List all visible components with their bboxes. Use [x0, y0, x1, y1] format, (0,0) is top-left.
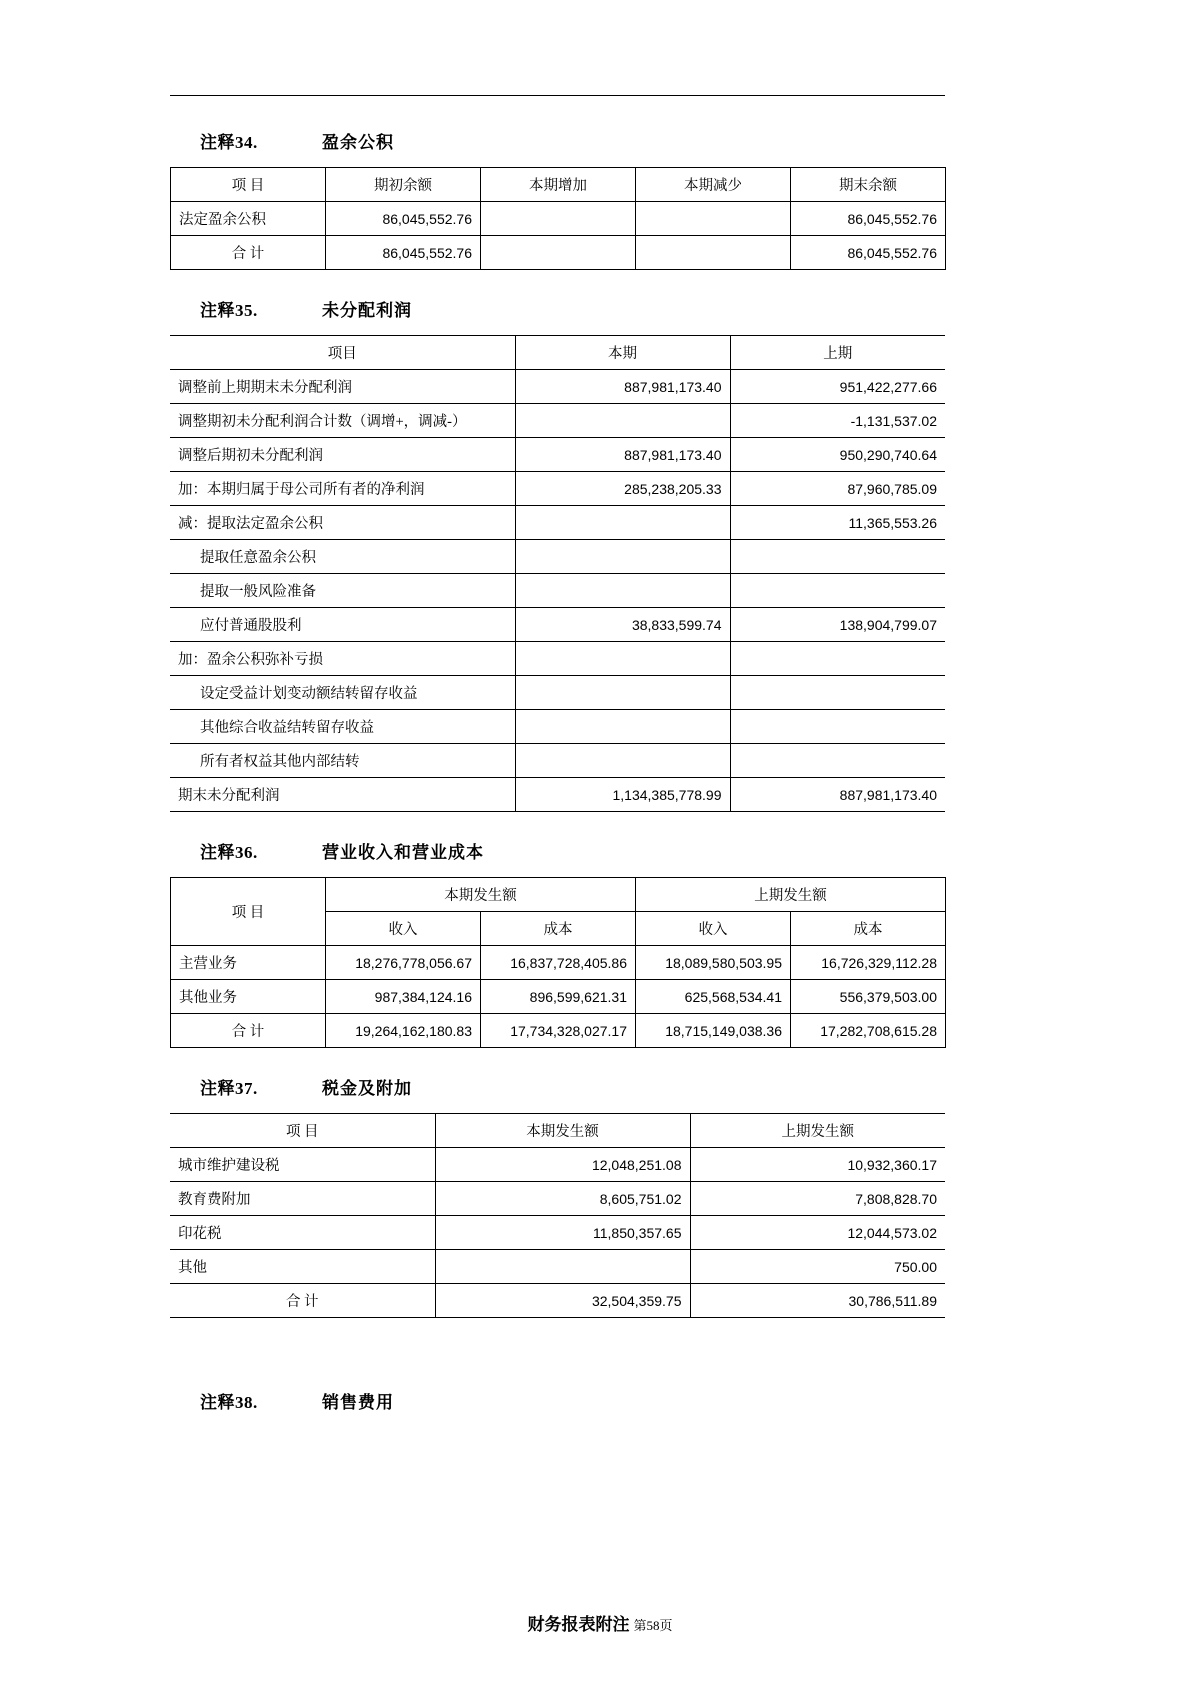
- note-38-number: 注释38.: [200, 1393, 258, 1412]
- row-value: 896,599,621.31: [481, 980, 636, 1014]
- table-row: [170, 404, 945, 438]
- table-row: [170, 1148, 945, 1182]
- row-value: [515, 710, 730, 744]
- table-header-row: [171, 878, 946, 912]
- page-footer: [0, 1610, 1200, 1635]
- col-header: 本期发生额: [435, 1114, 690, 1148]
- table-row: [171, 1014, 946, 1048]
- col-subheader: 收入: [636, 912, 791, 946]
- row-value: 11,850,357.65: [435, 1216, 690, 1250]
- row-value: 18,715,149,038.36: [636, 1014, 791, 1048]
- row-label: 应付普通股股利: [170, 608, 515, 642]
- row-value: 987,384,124.16: [326, 980, 481, 1014]
- row-value: 750.00: [690, 1250, 945, 1284]
- row-value: 887,981,173.40: [515, 438, 730, 472]
- row-label: 合 计: [170, 1284, 435, 1318]
- row-label: 设定受益计划变动额结转留存收益: [170, 676, 515, 710]
- note-35-heading: [200, 296, 945, 321]
- row-value: 1,134,385,778.99: [515, 778, 730, 812]
- note-38-block: [170, 1388, 945, 1413]
- row-label: 期末未分配利润: [170, 778, 515, 812]
- row-label: 主营业务: [171, 946, 326, 980]
- note-36-heading: [200, 838, 945, 863]
- row-value: 11,365,553.26: [730, 506, 945, 540]
- row-label: 提取任意盈余公积: [170, 540, 515, 574]
- table-row: [170, 744, 945, 778]
- note-38-heading: [200, 1388, 945, 1413]
- col-header: 项 目: [170, 1114, 435, 1148]
- row-value: -1,131,537.02: [730, 404, 945, 438]
- table-row: [170, 676, 945, 710]
- row-value: [515, 676, 730, 710]
- row-value: 887,981,173.40: [730, 778, 945, 812]
- table-row: [170, 370, 945, 404]
- row-label: 其他业务: [171, 980, 326, 1014]
- row-value: 32,504,359.75: [435, 1284, 690, 1318]
- row-value: 285,238,205.33: [515, 472, 730, 506]
- col-header: 上期: [730, 336, 945, 370]
- page-top-rule: [170, 95, 945, 96]
- note-35-title: 未分配利润: [322, 301, 412, 320]
- table-row: [171, 202, 946, 236]
- row-value: 18,276,778,056.67: [326, 946, 481, 980]
- note-36-table: [170, 877, 946, 1048]
- row-value: 887,981,173.40: [515, 370, 730, 404]
- row-value: [515, 506, 730, 540]
- note-34-block: [170, 128, 945, 270]
- note-35-table: [170, 335, 945, 812]
- row-value: 30,786,511.89: [690, 1284, 945, 1318]
- row-value: [515, 540, 730, 574]
- row-value: [730, 676, 945, 710]
- note-35-block: [170, 296, 945, 812]
- table-row: [170, 438, 945, 472]
- row-label: 提取一般风险准备: [170, 574, 515, 608]
- row-value: 7,808,828.70: [690, 1182, 945, 1216]
- row-label: 教育费附加: [170, 1182, 435, 1216]
- table-row: [170, 472, 945, 506]
- row-value: [730, 744, 945, 778]
- col-header: 项 目: [171, 168, 326, 202]
- row-value: 86,045,552.76: [326, 236, 481, 270]
- row-value: 17,734,328,027.17: [481, 1014, 636, 1048]
- row-label: 法定盈余公积: [171, 202, 326, 236]
- row-label: 减：提取法定盈余公积: [170, 506, 515, 540]
- row-value: 16,837,728,405.86: [481, 946, 636, 980]
- table-row: [171, 946, 946, 980]
- row-label: 加：本期归属于母公司所有者的净利润: [170, 472, 515, 506]
- note-36-title: 营业收入和营业成本: [322, 843, 484, 862]
- row-label: 其他: [170, 1250, 435, 1284]
- row-value: 17,282,708,615.28: [791, 1014, 946, 1048]
- note-37-title: 税金及附加: [322, 1079, 412, 1098]
- table-row: [170, 1216, 945, 1250]
- row-value: [730, 574, 945, 608]
- col-header: 期初余额: [326, 168, 481, 202]
- note-34-table: [170, 167, 946, 270]
- table-header-row: [171, 168, 946, 202]
- table-row: [170, 710, 945, 744]
- note-35-number: 注释35.: [200, 301, 258, 320]
- col-header-group: 本期发生额: [326, 878, 636, 912]
- note-37-block: [170, 1074, 945, 1318]
- note-34-heading: [200, 128, 945, 153]
- row-value: [730, 710, 945, 744]
- row-value: 951,422,277.66: [730, 370, 945, 404]
- row-value: 18,089,580,503.95: [636, 946, 791, 980]
- row-value: 8,605,751.02: [435, 1182, 690, 1216]
- row-value: [515, 404, 730, 438]
- row-value: 86,045,552.76: [326, 202, 481, 236]
- note-36-block: [170, 838, 945, 1048]
- row-label: 加：盈余公积弥补亏损: [170, 642, 515, 676]
- row-value: [730, 642, 945, 676]
- row-value: [636, 202, 791, 236]
- col-header: 本期增加: [481, 168, 636, 202]
- row-value: 86,045,552.76: [791, 202, 946, 236]
- table-row: [170, 608, 945, 642]
- row-value: 19,264,162,180.83: [326, 1014, 481, 1048]
- row-value: 86,045,552.76: [791, 236, 946, 270]
- row-label: 所有者权益其他内部结转: [170, 744, 515, 778]
- row-label: 调整前上期期末未分配利润: [170, 370, 515, 404]
- col-header: 项 目: [171, 878, 326, 946]
- row-value: [481, 236, 636, 270]
- note-37-table: [170, 1113, 945, 1318]
- note-37-number: 注释37.: [200, 1079, 258, 1098]
- col-header-group: 上期发生额: [636, 878, 946, 912]
- row-label: 印花税: [170, 1216, 435, 1250]
- row-value: [481, 202, 636, 236]
- row-value: [435, 1250, 690, 1284]
- row-value: [515, 642, 730, 676]
- row-value: [730, 540, 945, 574]
- row-label: 合 计: [171, 1014, 326, 1048]
- row-value: 12,048,251.08: [435, 1148, 690, 1182]
- col-subheader: 成本: [791, 912, 946, 946]
- table-row: [170, 1284, 945, 1318]
- note-36-number: 注释36.: [200, 843, 258, 862]
- table-row: [170, 506, 945, 540]
- row-value: 950,290,740.64: [730, 438, 945, 472]
- row-value: 625,568,534.41: [636, 980, 791, 1014]
- row-label: 调整后期初未分配利润: [170, 438, 515, 472]
- row-value: [515, 574, 730, 608]
- note-37-heading: [200, 1074, 945, 1099]
- row-label: 其他综合收益结转留存收益: [170, 710, 515, 744]
- col-header: 项目: [170, 336, 515, 370]
- note-38-title: 销售费用: [322, 1393, 394, 1412]
- table-row: [171, 980, 946, 1014]
- row-label: 合 计: [171, 236, 326, 270]
- page-content: [170, 95, 945, 1439]
- table-row: [170, 540, 945, 574]
- table-row: [170, 642, 945, 676]
- footer-label: 财务报表附注: [527, 1615, 630, 1634]
- row-value: 556,379,503.00: [791, 980, 946, 1014]
- table-row: [170, 1182, 945, 1216]
- table-row: [170, 778, 945, 812]
- row-value: 12,044,573.02: [690, 1216, 945, 1250]
- table-header-row: [170, 1114, 945, 1148]
- note-34-title: 盈余公积: [322, 133, 394, 152]
- row-value: 10,932,360.17: [690, 1148, 945, 1182]
- row-label: 城市维护建设税: [170, 1148, 435, 1182]
- row-value: 38,833,599.74: [515, 608, 730, 642]
- col-header: 期末余额: [791, 168, 946, 202]
- col-subheader: 成本: [481, 912, 636, 946]
- table-header-row: [170, 336, 945, 370]
- row-label: 调整期初未分配利润合计数（调增+，调减-）: [170, 404, 515, 438]
- row-value: [515, 744, 730, 778]
- page-number: 第58页: [633, 1618, 673, 1633]
- table-row: [170, 574, 945, 608]
- row-value: [636, 236, 791, 270]
- col-subheader: 收入: [326, 912, 481, 946]
- row-value: 138,904,799.07: [730, 608, 945, 642]
- col-header: 本期减少: [636, 168, 791, 202]
- note-34-number: 注释34.: [200, 133, 258, 152]
- row-value: 87,960,785.09: [730, 472, 945, 506]
- table-row: [171, 236, 946, 270]
- col-header: 本期: [515, 336, 730, 370]
- row-value: 16,726,329,112.28: [791, 946, 946, 980]
- col-header: 上期发生额: [690, 1114, 945, 1148]
- table-row: [170, 1250, 945, 1284]
